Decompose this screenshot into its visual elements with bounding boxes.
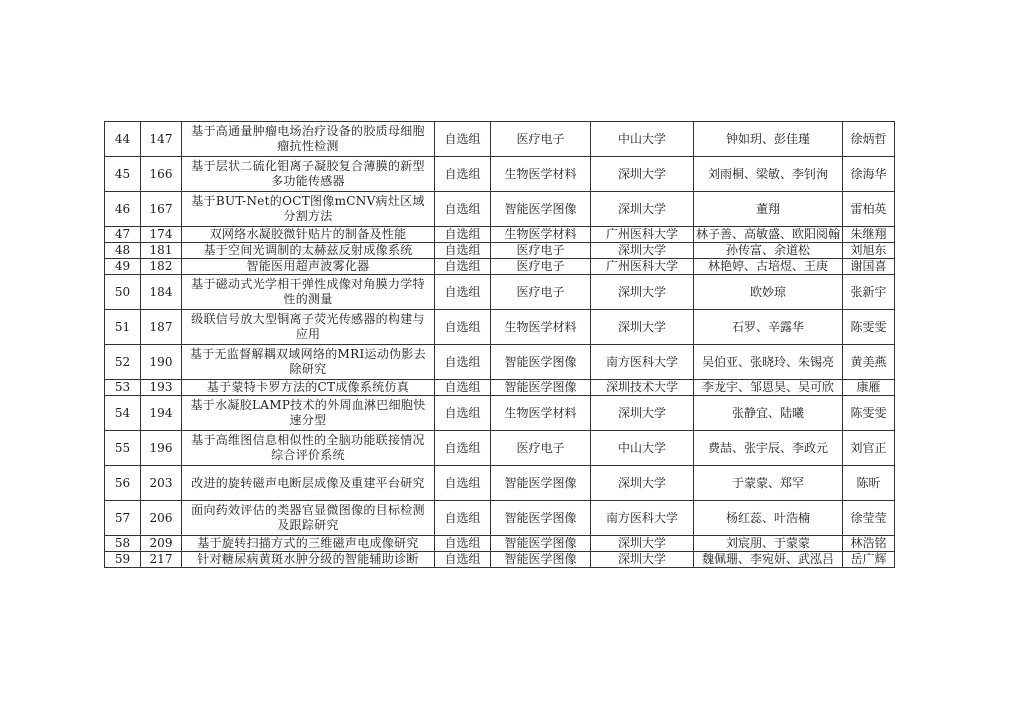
members-cell: 魏佩珊、李宛妍、武泓吕 xyxy=(694,552,843,568)
field-cell: 智能医学图像 xyxy=(491,501,591,536)
field-cell: 智能医学图像 xyxy=(491,380,591,396)
group-cell: 自选组 xyxy=(435,380,491,396)
members-cell: 孙传富、余道松 xyxy=(694,243,843,259)
project-id-cell: 184 xyxy=(141,275,182,310)
row-number-cell: 45 xyxy=(105,157,141,192)
row-number-cell: 54 xyxy=(105,396,141,431)
row-number-cell: 52 xyxy=(105,345,141,380)
table-row xyxy=(105,552,895,568)
project-id-cell: 166 xyxy=(141,157,182,192)
row-number-cell: 53 xyxy=(105,380,141,396)
group-cell: 自选组 xyxy=(435,275,491,310)
project-id-cell: 194 xyxy=(141,396,182,431)
school-cell: 深圳大学 xyxy=(591,536,694,552)
project-title-cell: 改进的旋转磁声电断层成像及重建平台研究 xyxy=(182,466,435,501)
row-number-cell: 55 xyxy=(105,431,141,466)
project-title-cell: 针对糖尿病黄斑水肿分级的智能辅助诊断 xyxy=(182,552,435,568)
school-cell: 深圳大学 xyxy=(591,552,694,568)
advisor-cell: 陈雯雯 xyxy=(843,310,895,345)
row-number-cell: 59 xyxy=(105,552,141,568)
advisor-cell: 黄美燕 xyxy=(843,345,895,380)
members-cell: 刘宸朋、于蒙蒙 xyxy=(694,536,843,552)
school-cell: 深圳大学 xyxy=(591,243,694,259)
members-cell: 李龙宇、邹恩昊、吴可欣 xyxy=(694,380,843,396)
field-cell: 智能医学图像 xyxy=(491,192,591,227)
school-cell: 中山大学 xyxy=(591,122,694,157)
advisor-cell: 徐莹莹 xyxy=(843,501,895,536)
advisor-cell: 朱继翔 xyxy=(843,227,895,243)
school-cell: 南方医科大学 xyxy=(591,501,694,536)
group-cell: 自选组 xyxy=(435,345,491,380)
project-title-cell: 基于空间光调制的太赫兹反射成像系统 xyxy=(182,243,435,259)
table-row xyxy=(105,396,895,431)
field-cell: 智能医学图像 xyxy=(491,466,591,501)
group-cell: 自选组 xyxy=(435,431,491,466)
group-cell: 自选组 xyxy=(435,227,491,243)
project-id-cell: 196 xyxy=(141,431,182,466)
row-number-cell: 46 xyxy=(105,192,141,227)
project-id-cell: 187 xyxy=(141,310,182,345)
project-id-cell: 193 xyxy=(141,380,182,396)
advisor-cell: 林浩铭 xyxy=(843,536,895,552)
school-cell: 深圳大学 xyxy=(591,396,694,431)
group-cell: 自选组 xyxy=(435,259,491,275)
field-cell: 生物医学材料 xyxy=(491,227,591,243)
members-cell: 刘雨桐、梁敏、李钊洵 xyxy=(694,157,843,192)
advisor-cell: 刘旭东 xyxy=(843,243,895,259)
project-id-cell: 181 xyxy=(141,243,182,259)
group-cell: 自选组 xyxy=(435,552,491,568)
project-title-cell: 基于高通量肿瘤电场治疗设备的胶质母细胞瘤抗性检测 xyxy=(182,122,435,157)
project-id-cell: 190 xyxy=(141,345,182,380)
project-id-cell: 147 xyxy=(141,122,182,157)
advisor-cell: 徐海华 xyxy=(843,157,895,192)
project-id-cell: 174 xyxy=(141,227,182,243)
table-body xyxy=(105,122,895,568)
field-cell: 智能医学图像 xyxy=(491,536,591,552)
row-number-cell: 47 xyxy=(105,227,141,243)
field-cell: 生物医学材料 xyxy=(491,396,591,431)
row-number-cell: 50 xyxy=(105,275,141,310)
field-cell: 生物医学材料 xyxy=(491,310,591,345)
advisor-cell: 陈雯雯 xyxy=(843,396,895,431)
table-row xyxy=(105,259,895,275)
group-cell: 自选组 xyxy=(435,536,491,552)
field-cell: 医疗电子 xyxy=(491,122,591,157)
project-title-cell: 智能医用超声波雾化器 xyxy=(182,259,435,275)
row-number-cell: 49 xyxy=(105,259,141,275)
advisor-cell: 刘官正 xyxy=(843,431,895,466)
row-number-cell: 56 xyxy=(105,466,141,501)
group-cell: 自选组 xyxy=(435,466,491,501)
school-cell: 中山大学 xyxy=(591,431,694,466)
project-title-cell: 面向药效评估的类器官显微图像的目标检测及跟踪研究 xyxy=(182,501,435,536)
members-cell: 于蒙蒙、郑罕 xyxy=(694,466,843,501)
members-cell: 石罗、辛露华 xyxy=(694,310,843,345)
projects-table xyxy=(104,121,895,568)
row-number-cell: 51 xyxy=(105,310,141,345)
members-cell: 林艳婷、古培煜、王庚 xyxy=(694,259,843,275)
advisor-cell: 张新宇 xyxy=(843,275,895,310)
row-number-cell: 48 xyxy=(105,243,141,259)
group-cell: 自选组 xyxy=(435,310,491,345)
project-id-cell: 203 xyxy=(141,466,182,501)
advisor-cell: 陈昕 xyxy=(843,466,895,501)
field-cell: 医疗电子 xyxy=(491,259,591,275)
table-row xyxy=(105,227,895,243)
group-cell: 自选组 xyxy=(435,192,491,227)
project-id-cell: 206 xyxy=(141,501,182,536)
table-row xyxy=(105,466,895,501)
advisor-cell: 岳广辉 xyxy=(843,552,895,568)
field-cell: 医疗电子 xyxy=(491,243,591,259)
advisor-cell: 康雁 xyxy=(843,380,895,396)
project-title-cell: 级联信号放大型铜离子荧光传感器的构建与应用 xyxy=(182,310,435,345)
table-row xyxy=(105,192,895,227)
project-id-cell: 167 xyxy=(141,192,182,227)
table-row xyxy=(105,243,895,259)
row-number-cell: 57 xyxy=(105,501,141,536)
advisor-cell: 雷柏英 xyxy=(843,192,895,227)
project-title-cell: 基于磁动式光学相干弹性成像对角膜力学特性的测量 xyxy=(182,275,435,310)
field-cell: 医疗电子 xyxy=(491,275,591,310)
row-number-cell: 44 xyxy=(105,122,141,157)
members-cell: 杨红蕊、叶浩楠 xyxy=(694,501,843,536)
project-id-cell: 182 xyxy=(141,259,182,275)
group-cell: 自选组 xyxy=(435,501,491,536)
table-row xyxy=(105,157,895,192)
project-title-cell: 双网络水凝胶微针贴片的制备及性能 xyxy=(182,227,435,243)
field-cell: 智能医学图像 xyxy=(491,345,591,380)
table-row xyxy=(105,345,895,380)
table-row xyxy=(105,536,895,552)
members-cell: 费喆、张宇辰、李政元 xyxy=(694,431,843,466)
members-cell: 张静宜、陆曦 xyxy=(694,396,843,431)
row-number-cell: 58 xyxy=(105,536,141,552)
members-cell: 欧妙琼 xyxy=(694,275,843,310)
table-row xyxy=(105,501,895,536)
project-title-cell: 基于BUT-Net的OCT图像mCNV病灶区域分割方法 xyxy=(182,192,435,227)
group-cell: 自选组 xyxy=(435,157,491,192)
school-cell: 深圳大学 xyxy=(591,466,694,501)
school-cell: 深圳大学 xyxy=(591,275,694,310)
school-cell: 深圳技术大学 xyxy=(591,380,694,396)
school-cell: 深圳大学 xyxy=(591,310,694,345)
school-cell: 深圳大学 xyxy=(591,157,694,192)
table-row xyxy=(105,310,895,345)
group-cell: 自选组 xyxy=(435,396,491,431)
members-cell: 董翔 xyxy=(694,192,843,227)
group-cell: 自选组 xyxy=(435,243,491,259)
members-cell: 林子善、高敏盛、欧阳阅翰 xyxy=(694,227,843,243)
school-cell: 广州医科大学 xyxy=(591,227,694,243)
members-cell: 钟如玥、彭佳瑾 xyxy=(694,122,843,157)
table-row xyxy=(105,431,895,466)
group-cell: 自选组 xyxy=(435,122,491,157)
project-id-cell: 217 xyxy=(141,552,182,568)
advisor-cell: 谢国喜 xyxy=(843,259,895,275)
school-cell: 深圳大学 xyxy=(591,192,694,227)
school-cell: 广州医科大学 xyxy=(591,259,694,275)
field-cell: 智能医学图像 xyxy=(491,552,591,568)
table-row xyxy=(105,275,895,310)
table-row xyxy=(105,380,895,396)
field-cell: 医疗电子 xyxy=(491,431,591,466)
project-title-cell: 基于水凝胶LAMP技术的外周血淋巴细胞快速分型 xyxy=(182,396,435,431)
table-row xyxy=(105,122,895,157)
project-title-cell: 基于层状二硫化钼离子凝胶复合薄膜的新型多功能传感器 xyxy=(182,157,435,192)
project-title-cell: 基于蒙特卡罗方法的CT成像系统仿真 xyxy=(182,380,435,396)
project-title-cell: 基于旋转扫描方式的三维磁声电成像研究 xyxy=(182,536,435,552)
field-cell: 生物医学材料 xyxy=(491,157,591,192)
advisor-cell: 徐炳哲 xyxy=(843,122,895,157)
members-cell: 吴伯亚、张晓玲、朱锡亮 xyxy=(694,345,843,380)
project-title-cell: 基于无监督解耦双域网络的MRI运动伪影去除研究 xyxy=(182,345,435,380)
school-cell: 南方医科大学 xyxy=(591,345,694,380)
project-id-cell: 209 xyxy=(141,536,182,552)
project-title-cell: 基于高维图信息相似性的全脑功能联接情况综合评价系统 xyxy=(182,431,435,466)
